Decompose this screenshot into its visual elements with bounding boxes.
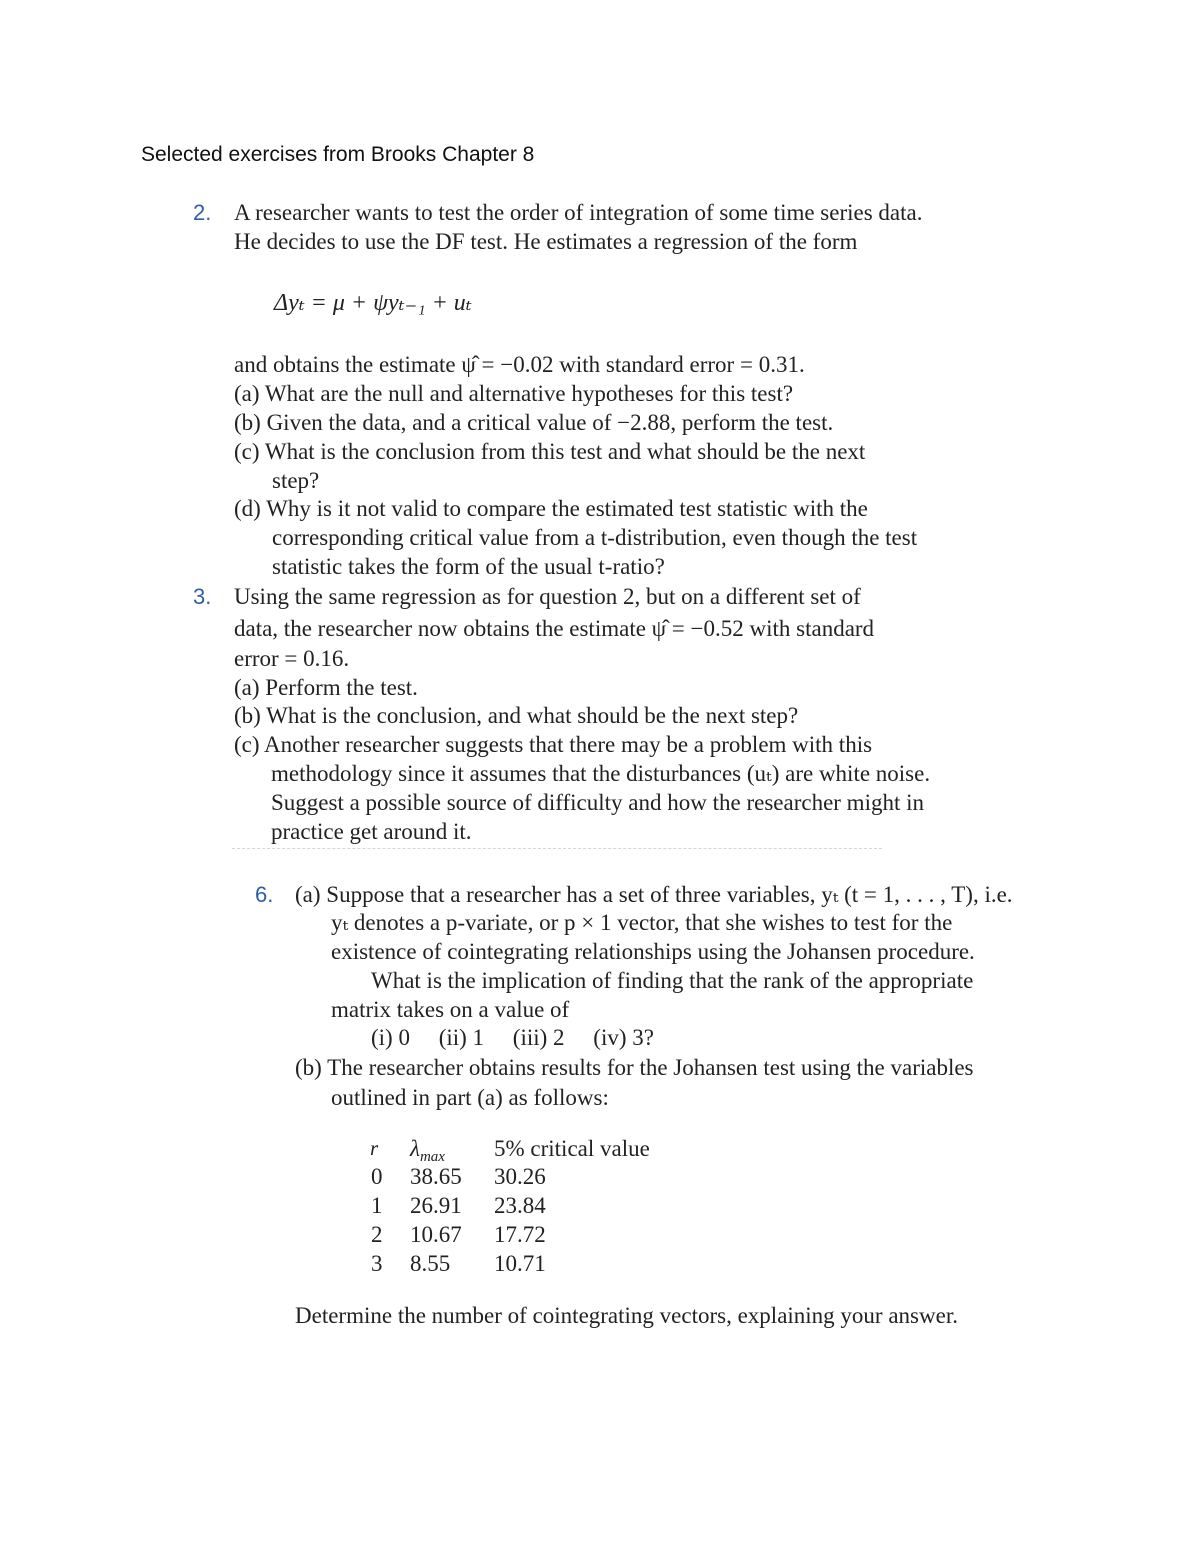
q6-part-a-options: (i) 0 (ii) 1 (iii) 2 (iv) 3?	[371, 1025, 654, 1050]
table-cell: 17.72	[494, 1222, 546, 1247]
q2-part-d-line3: statistic takes the form of the usual t-ratio?	[272, 554, 665, 579]
max-subscript: max	[419, 1149, 445, 1165]
table-header-r: r	[370, 1136, 379, 1160]
table-cell: 26.91	[410, 1193, 462, 1218]
q3-part-b: (b) What is the conclusion, and what should be the next step?	[234, 703, 799, 728]
table-cell: 1	[371, 1193, 383, 1218]
cropped-text-remnant	[232, 848, 882, 855]
table-header-critical: 5% critical value	[494, 1136, 650, 1161]
q6-part-a-line2: yₜ denotes a p-variate, or p × 1 vector, that she wishes to test for the	[331, 910, 953, 935]
question-6-number: 6.	[255, 882, 274, 907]
table-cell: 0	[371, 1164, 383, 1189]
q3-part-c-line4: practice get around it.	[271, 819, 472, 844]
q2-part-c-line2: step?	[272, 468, 320, 493]
q6-part-b-line2: outlined in part (a) as follows:	[331, 1085, 609, 1110]
q2-part-d-line1: (d) Why is it not valid to compare the estimated test statistic with the	[234, 496, 868, 521]
q2-part-c-line1: (c) What is the conclusion from this test and what should be the next	[234, 439, 866, 464]
q2-part-a: (a) What are the null and alternative hypotheses for this test?	[234, 381, 794, 406]
q2-estimate-line: and obtains the estimate ψ̂ = −0.02 with standard error = 0.31.	[234, 352, 805, 377]
q6-part-b-line1: (b) The researcher obtains results for the Johansen test using the variables	[295, 1055, 974, 1080]
q6-part-a-line1: (a) Suppose that a researcher has a set of three variables, yₜ (t = 1, . . . , T), i.e.	[295, 882, 1013, 907]
table-cell: 8.55	[410, 1251, 451, 1276]
q2-intro-line2: He decides to use the DF test. He estimates a regression of the form	[234, 229, 858, 254]
table-cell: 10.67	[410, 1222, 462, 1247]
q3-part-c-line3: Suggest a possible source of difficulty and how the researcher might in	[271, 790, 924, 815]
q2-part-d-line2: corresponding critical value from a t-distribution, even though the test	[272, 525, 918, 550]
q2-part-b: (b) Given the data, and a critical value of −2.88, perform the test.	[234, 410, 834, 435]
question-2-number: 2.	[193, 200, 212, 225]
table-cell: 2	[371, 1222, 383, 1247]
q6-part-a-line4: What is the implication of finding that the rank of the appropriate	[371, 968, 974, 993]
q3-part-a: (a) Perform the test.	[234, 675, 418, 700]
q3-line1: Using the same regression as for question 2, but on a different set of	[234, 584, 861, 609]
q3-part-c-line2: methodology since it assumes that the disturbances (uₜ) are white noise.	[271, 761, 931, 786]
table-cell: 23.84	[494, 1193, 546, 1218]
table-cell: 30.26	[494, 1164, 546, 1189]
q2-equation: Δyₜ = μ + ψyₜ₋₁ + uₜ	[274, 290, 472, 316]
question-3-number: 3.	[193, 584, 212, 609]
page-heading: Selected exercises from Brooks Chapter 8	[141, 143, 535, 166]
table-cell: 3	[371, 1251, 383, 1276]
q6-part-a-line5: matrix takes on a value of	[331, 997, 570, 1022]
q3-part-c-line1: (c) Another researcher suggests that there may be a problem with this	[234, 732, 873, 757]
q6-final-instruction: Determine the number of cointegrating vectors, explaining your answer.	[295, 1303, 958, 1328]
q3-line2: data, the researcher now obtains the estimate ψ̂ = −0.52 with standard	[234, 616, 875, 641]
table-cell: 10.71	[494, 1251, 546, 1276]
q2-intro-line1: A researcher wants to test the order of integration of some time series data.	[234, 200, 923, 225]
lambda-symbol: λ	[410, 1136, 420, 1161]
q6-part-a-line3: existence of cointegrating relationships using the Johansen procedure.	[331, 939, 975, 964]
q3-line3: error = 0.16.	[234, 646, 350, 671]
table-cell: 38.65	[410, 1164, 462, 1189]
